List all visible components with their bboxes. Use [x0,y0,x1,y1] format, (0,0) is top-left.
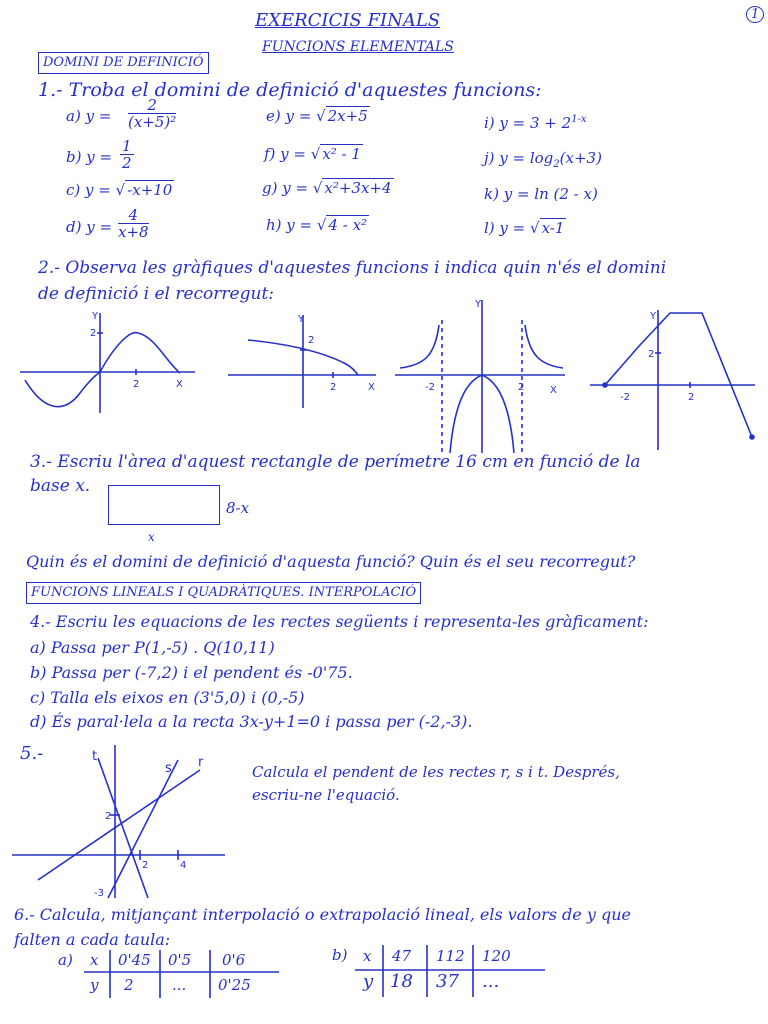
page-subtitle: FUNCIONS ELEMENTALS [262,39,454,55]
label-t: t [92,749,98,764]
exercise-1d-fraction: $\frac{4}{x+8}$ [118,206,149,241]
exercise-1b-fraction: $\frac{1}{2}$ [122,137,132,172]
table-b-cell: 37 [436,971,459,992]
graph-4-tick: 2 [688,392,695,403]
table-a-cell: 0'6 [222,951,246,969]
graph-3-rational [395,295,570,455]
page-number: 1 [746,5,764,25]
label-r: r [198,755,204,770]
graph-2-y-label: Y [298,314,305,325]
exercise-1d-label: d) y = [66,218,113,236]
graph-1-x-label: X [176,379,183,390]
exercise-5-tick: -3 [94,888,104,899]
label-s: s [165,761,172,776]
exercise-4c: c) Talla els eixos en (3'5,0) i (0,-5) [30,688,305,707]
exercise-2-line-2: de definició i el recorregut: [38,284,274,304]
table-b-cell: 112 [436,947,465,965]
table-a-cell: ... [172,976,187,994]
exercise-5-graph [10,740,230,900]
graph-3-branch-right [525,325,563,368]
rectangle-side-label: 8-x [226,499,250,517]
graph-4-y-label: Y [650,311,657,322]
exercise-1-prompt: 1.- Troba el domini de definició d'aquestes funcions: [38,79,542,101]
exercise-4d: d) És paral·lela a la recta 3x-y+1=0 i passa per (-2,-3). [30,712,473,731]
line-t [98,758,148,898]
exercise-5-number: 5.- [20,743,44,764]
exercise-3-line-2: base x. [30,476,91,496]
graph-2-root [228,310,378,410]
exercise-1i: i) $y = 3 + 2^{1-x}$ [484,114,587,132]
exercise-3-question: Quin és el domini de definició d'aquesta funció? Quin és el seu recorregut? [26,552,636,571]
page-title: EXERCICIS FINALS [255,10,441,31]
graph-3-tick: -2 [425,382,435,393]
table-b-cell: ... [482,971,500,992]
graph-1-tick: 2 [90,328,97,339]
table-a-label: a) [58,951,73,969]
rectangle-base-label: x [148,530,155,544]
exercise-4-prompt: 4.- Escriu les equacions de les rectes següents i representa-les gràficament: [30,612,649,631]
graph-3-y-label: Y [475,299,482,310]
graph-4-tick: 2 [648,349,655,360]
exercise-1a-fraction: $\frac{2}{\text{(x+5)²}}$ [128,96,177,131]
line-s [108,760,178,898]
table-b-cell: 18 [390,971,413,992]
section-heading-domain: DOMINI DE DEFINICIÓ [38,52,209,74]
exercise-4a: a) Passa per P(1,-5) . Q(10,11) [30,638,275,657]
exercise-3-line-1: 3.- Escriu l'àrea d'aquest rectangle de perímetre 16 cm en funció de la [30,452,641,472]
exercise-1g: g) y = √ x²+3x+4 [262,179,392,197]
graph-4-line [605,313,752,437]
exercise-5-tick: 2 [142,860,149,871]
exercise-1a-label: a) y = [66,107,112,125]
exercise-6-line-2: falten a cada taula: [14,930,171,949]
exercise-1h: h) y = √ 4 - x² [266,216,368,234]
exercise-1l: l) y = √ x-1 [484,219,565,237]
table-b-y-header: y [363,971,374,992]
graph-2-tick: 2 [308,335,315,346]
graph-4-piecewise [590,305,760,450]
table-a-y-header: y [90,976,99,994]
table-b-x-header: x [363,947,372,965]
graph-4-tick: -2 [620,392,630,403]
section-heading-linear: FUNCIONS LINEALS I QUADRÀTIQUES. INTERPOLACIÓ [26,582,421,604]
graph-3-x-label: X [550,385,557,396]
table-b-label: b) [332,946,348,964]
exercise-2-line-1: 2.- Observa les gràfiques d'aquestes funcions i indica quin n'és el domini [38,258,667,278]
graph-1-curve [25,333,180,407]
table-a-cell: 0'5 [168,951,192,969]
exercise-1e: e) y = √ 2x+5 [266,107,368,125]
graph-1-sine [20,305,200,415]
graph-1-tick: 2 [133,379,140,390]
exercise-1j: j) $y = \log_2(x+3)$ [484,149,602,170]
graph-2-x-label: X [368,382,375,393]
exercise-5-tick: 4 [180,860,187,871]
graph-3-branch-left [400,325,439,368]
table-b-cell: 47 [392,947,412,965]
exercise-4b: b) Passa per (-7,2) i el pendent és -0'75. [30,663,353,682]
exercise-6-line-1: 6.- Calcula, mitjançant interpolació o extrapolació lineal, els valors de y que [14,905,631,924]
table-b-cell: 120 [482,947,511,965]
exercise-5-line-1: Calcula el pendent de les rectes r, s i t. Després, [252,763,620,781]
line-r [38,770,200,880]
graph-2-tick: 2 [330,382,337,393]
exercise-1c: c) y = √ -x+10 [66,181,173,199]
exercise-5-tick: 2 [105,811,112,822]
table-a-cell: 2 [124,976,134,994]
table-a-cell: 0'25 [218,976,251,994]
table-a-x-header: x [90,951,99,969]
exercise-1b-label: b) y = [66,148,113,166]
exercise-1k: k) y = ln (2 - x) [484,185,598,203]
exercise-5-line-2: escriu-ne l'equació. [252,786,400,804]
graph-3-tick: 2 [518,382,525,393]
rectangle-figure [108,485,220,525]
graph-1-y-label: Y [92,311,99,322]
table-a-cell: 0'45 [118,951,151,969]
exercise-1f: f) y = √ x² - 1 [264,145,361,163]
